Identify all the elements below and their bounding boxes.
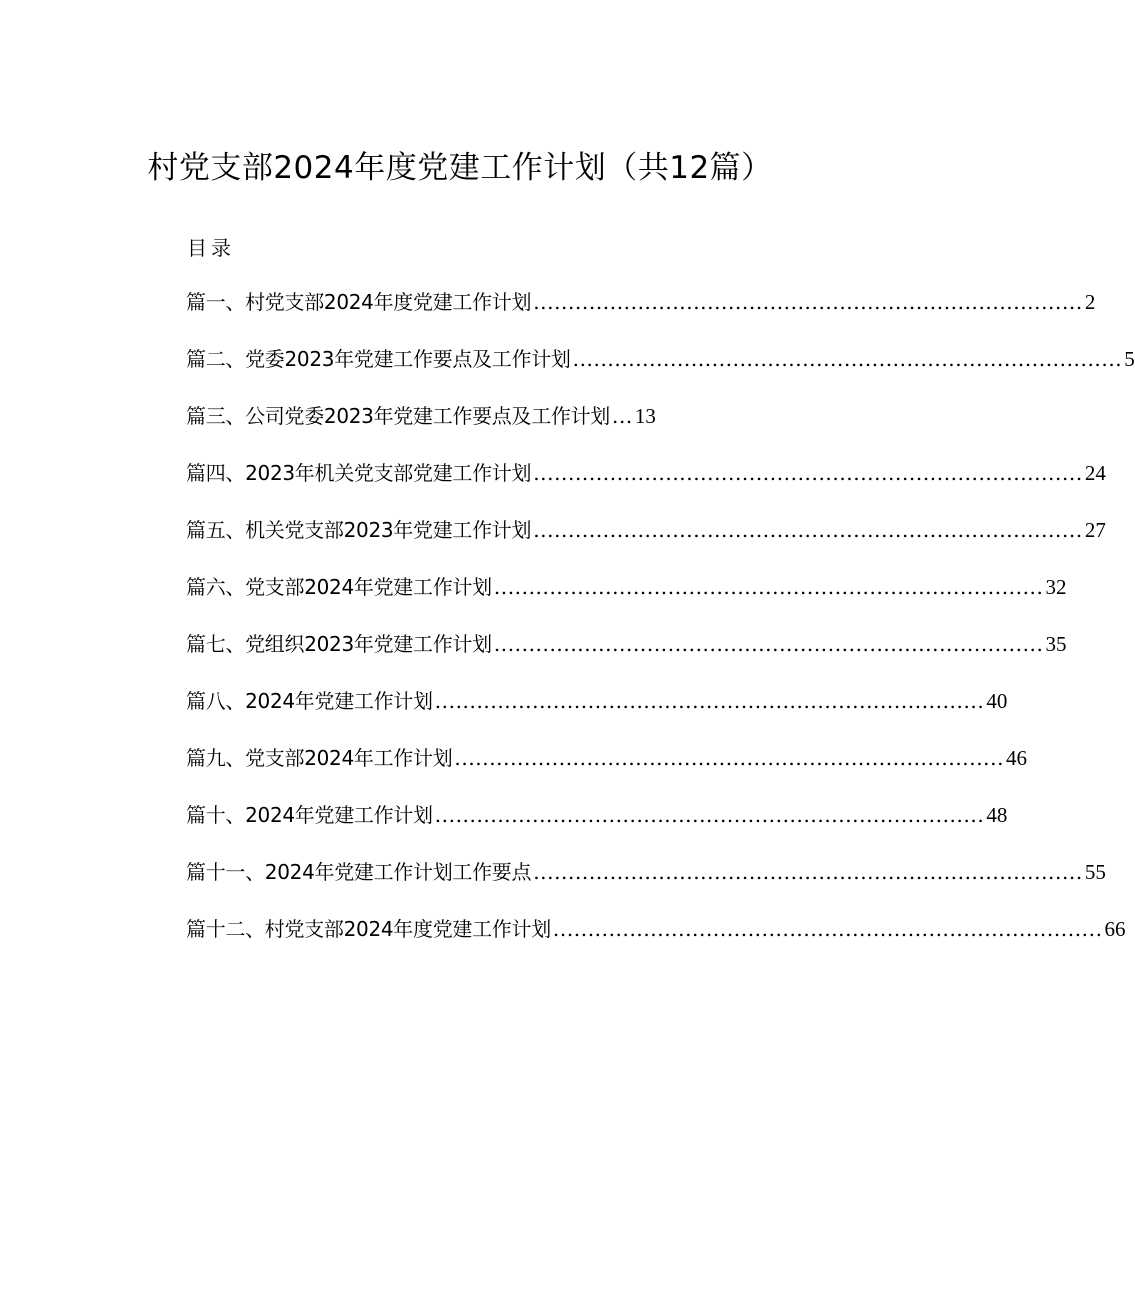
- toc-entry-4[interactable]: [186, 455, 1106, 512]
- document-title: 村党支部2024年度党建工作计划（共12篇）: [147, 150, 773, 186]
- toc-entry-1[interactable]: [186, 284, 1096, 341]
- toc-page-number: 32: [1045, 575, 1067, 599]
- toc-entry-label: 篇五、机关党支部2023年党建工作计划: [186, 518, 532, 542]
- toc-page-number: 40: [986, 689, 1008, 713]
- toc-entry-label: 篇三、公司党委2023年党建工作要点及工作计划: [186, 404, 610, 428]
- toc-page-number: 46: [1006, 746, 1028, 770]
- toc-leader-dots: ...............................................................................: [533, 461, 1083, 485]
- toc-leader-dots: ...............................................................................: [552, 917, 1103, 941]
- toc-page-number: 66: [1104, 917, 1126, 941]
- toc-leader-dots: ...............................................................................: [434, 803, 985, 827]
- toc-entry-3[interactable]: [186, 398, 776, 455]
- toc-entry-6[interactable]: [186, 569, 1067, 626]
- toc-entry-11[interactable]: [186, 854, 1106, 911]
- toc-entry-label: 篇六、党支部2024年党建工作计划: [186, 575, 492, 599]
- toc-entry-9[interactable]: [186, 740, 1028, 797]
- toc-page-number: 5: [1124, 347, 1135, 371]
- toc-leader-dots: ...............................................................................: [493, 575, 1044, 599]
- toc-page-number: 55: [1084, 860, 1106, 884]
- toc-entry-7[interactable]: [186, 626, 1067, 683]
- toc-entry-label: 篇十、2024年党建工作计划: [186, 803, 433, 827]
- toc-page-number: 24: [1084, 461, 1106, 485]
- toc-entry-12[interactable]: [186, 911, 1126, 968]
- toc-leader-dots: ...............................................................................: [533, 518, 1083, 542]
- toc-page-number: 2: [1084, 290, 1096, 314]
- toc-leader-dots: ...............................................................................: [533, 290, 1083, 314]
- table-of-contents: [186, 284, 1135, 968]
- toc-page-number: 13: [634, 404, 656, 428]
- toc-entry-label: 篇四、2023年机关党支部党建工作计划: [186, 461, 532, 485]
- toc-leader-dots: ...............................................................................: [493, 632, 1044, 656]
- toc-entry-label: 篇二、党委2023年党建工作要点及工作计划: [186, 347, 571, 371]
- toc-entry-8[interactable]: [186, 683, 1008, 740]
- toc-entry-10[interactable]: [186, 797, 1008, 854]
- toc-entry-label: 篇一、村党支部2024年度党建工作计划: [186, 290, 532, 314]
- toc-page-number: 27: [1084, 518, 1106, 542]
- toc-leader-dots: ...: [612, 404, 633, 428]
- toc-entry-2[interactable]: [186, 341, 1135, 398]
- toc-entry-label: 篇九、党支部2024年工作计划: [186, 746, 453, 770]
- toc-entry-5[interactable]: [186, 512, 1106, 569]
- toc-entry-label: 篇十一、2024年党建工作计划工作要点: [186, 860, 532, 884]
- toc-leader-dots: ...............................................................................: [572, 347, 1123, 371]
- toc-page-number: 35: [1045, 632, 1067, 656]
- toc-leader-dots: ...............................................................................: [434, 689, 985, 713]
- toc-page-number: 48: [986, 803, 1008, 827]
- toc-entry-label: 篇十二、村党支部2024年度党建工作计划: [186, 917, 551, 941]
- toc-leader-dots: ...............................................................................: [454, 746, 1005, 770]
- toc-entry-label: 篇七、党组织2023年党建工作计划: [186, 632, 492, 656]
- toc-entry-label: 篇八、2024年党建工作计划: [186, 689, 433, 713]
- toc-heading: 目录: [187, 236, 235, 260]
- toc-leader-dots: ...............................................................................: [533, 860, 1083, 884]
